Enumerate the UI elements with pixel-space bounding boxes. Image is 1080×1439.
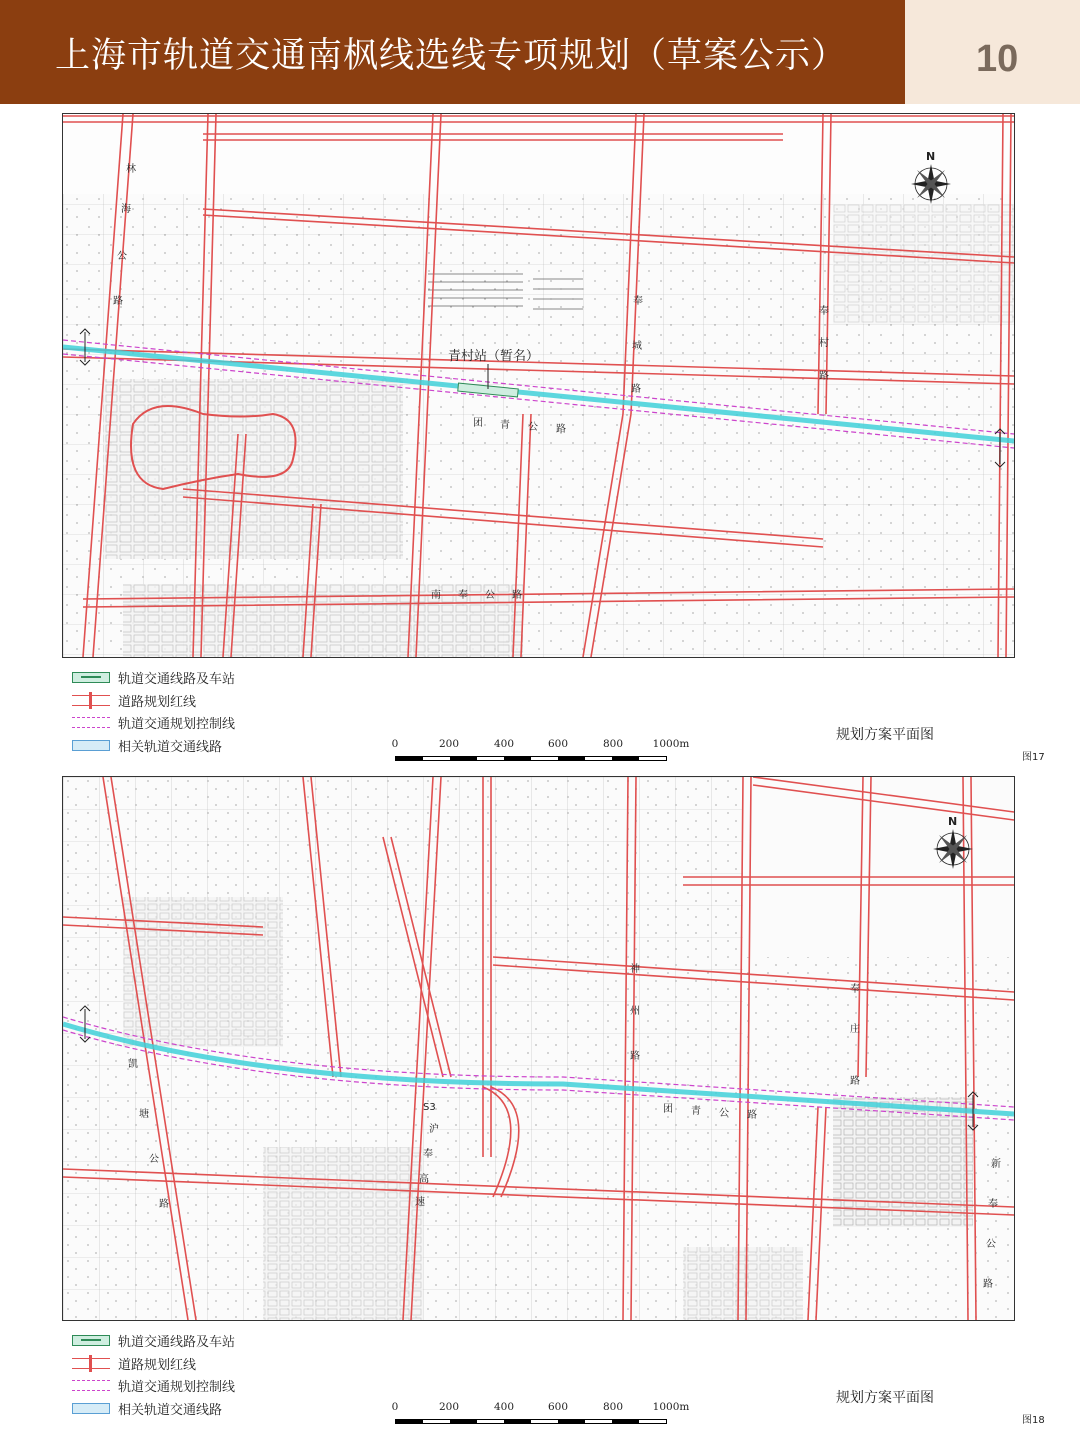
road-label: 路 bbox=[512, 590, 522, 601]
road-label: 公 bbox=[528, 422, 538, 433]
road-label: 路 bbox=[850, 1076, 860, 1087]
related-rail-line-swatch bbox=[72, 740, 110, 751]
road-label: 海 bbox=[121, 204, 131, 215]
road-label: 林 bbox=[126, 164, 136, 175]
road-label: 团 bbox=[473, 418, 483, 429]
road-label: S3 bbox=[423, 1102, 436, 1113]
road-label: 凯 bbox=[128, 1059, 138, 1070]
road-label: 奉 bbox=[850, 984, 860, 995]
road-label: 神 bbox=[630, 964, 640, 975]
header-bar bbox=[0, 0, 905, 104]
road-label: 公 bbox=[149, 1154, 159, 1165]
road-label: 奉 bbox=[819, 306, 829, 317]
road-label: 路 bbox=[113, 296, 123, 307]
road-label: 公 bbox=[485, 590, 495, 601]
road-label: 路 bbox=[556, 424, 566, 435]
road-label: 沪 bbox=[429, 1124, 439, 1135]
svg-text:N: N bbox=[948, 815, 958, 828]
north-arrow-icon bbox=[933, 815, 973, 869]
svg-text:N: N bbox=[926, 150, 936, 163]
road-label: 速 bbox=[415, 1197, 425, 1208]
road-label: 路 bbox=[631, 384, 641, 395]
rail-control-line-swatch bbox=[72, 1380, 110, 1391]
road-label: 奉 bbox=[988, 1199, 998, 1210]
map-18-canvas bbox=[63, 777, 1014, 1320]
road-label: 路 bbox=[159, 1199, 169, 1210]
road-label: 公 bbox=[986, 1239, 996, 1250]
road-label: 村 bbox=[819, 338, 829, 349]
road-label: 青 bbox=[500, 420, 510, 431]
page-title: 上海市轨道交通南枫线选线专项规划（草案公示） bbox=[55, 36, 848, 76]
map-figure-18 bbox=[62, 776, 1015, 1321]
road-label: 新 bbox=[991, 1159, 1001, 1170]
road-label: 奉 bbox=[633, 296, 643, 307]
road-label: 塘 bbox=[139, 1109, 149, 1120]
map-caption-18: 规划方案平面图 bbox=[836, 1390, 934, 1406]
page-number: 10 bbox=[976, 38, 1019, 80]
road-label: 高 bbox=[419, 1174, 429, 1185]
map-figure-17 bbox=[62, 113, 1015, 658]
rail-line-station-swatch bbox=[72, 1335, 110, 1346]
road-label: 城 bbox=[632, 341, 642, 352]
scale-bar-figure-18: 0 200 400 600 800 1000m bbox=[395, 1401, 667, 1417]
station-label-qingcun: 青村站（暂名） bbox=[448, 349, 540, 364]
road-label: 路 bbox=[630, 1051, 640, 1062]
road-label: 州 bbox=[630, 1006, 640, 1017]
related-rail-line-swatch bbox=[72, 1403, 110, 1414]
road-label: 南 bbox=[431, 590, 441, 601]
road-label: 团 bbox=[663, 1104, 673, 1115]
road-label: 路 bbox=[983, 1279, 993, 1290]
page-number-box bbox=[905, 0, 1080, 104]
road-label: 奉 bbox=[458, 590, 468, 601]
figure-number-18: 图18 bbox=[1022, 1415, 1045, 1426]
rail-control-line-swatch bbox=[72, 717, 110, 728]
road-label: 公 bbox=[117, 251, 127, 262]
road-red-line-swatch bbox=[72, 695, 110, 706]
road-red-line-swatch bbox=[72, 1358, 110, 1369]
figure-number-17: 图17 bbox=[1022, 752, 1045, 763]
road-label: 奉 bbox=[423, 1149, 433, 1160]
road-label: 公 bbox=[719, 1108, 729, 1119]
rail-line-station-swatch bbox=[72, 672, 110, 683]
road-label: 青 bbox=[691, 1106, 701, 1117]
map-caption-17: 规划方案平面图 bbox=[836, 727, 934, 743]
road-label: 路 bbox=[819, 371, 829, 382]
scale-bar-figure-17: 0 200 400 600 800 1000m bbox=[395, 738, 667, 754]
map-17-canvas bbox=[63, 114, 1014, 657]
road-label: 庄 bbox=[850, 1024, 860, 1035]
road-label: 路 bbox=[747, 1110, 757, 1121]
